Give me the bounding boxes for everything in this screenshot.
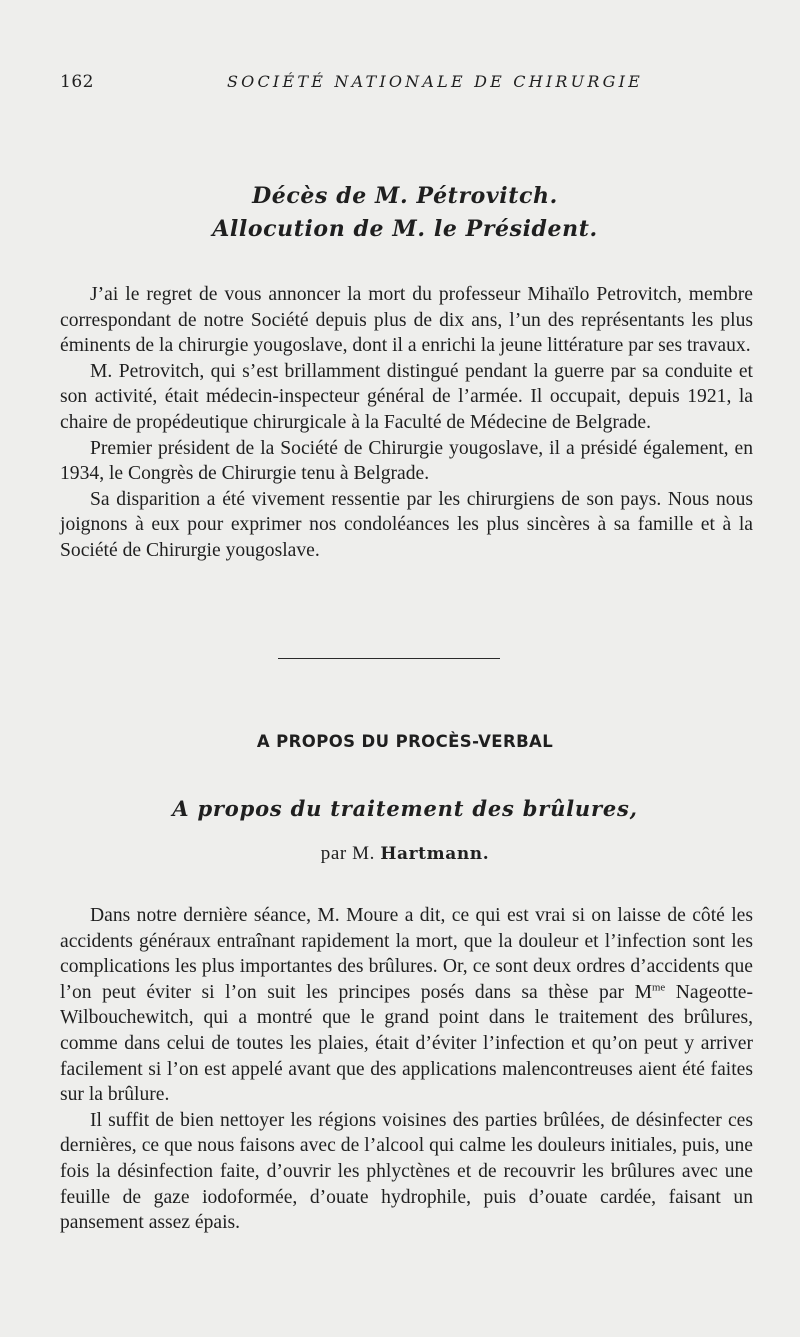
section-heading: A PROPOS DU PROCÈS-VERBAL: [256, 732, 554, 751]
paragraph-text: Dans notre dernière séance, M. Moure a dit, ce qui est vrai si on laisse de côté les accidents généraux entraînant rapidement la mort, que la douleur et l’infection sont les complications les plus importantes des brûlures. Or, ce sont deux ordres d’accidents que l’on peut éviter si l’on suit les principes posés dans sa thèse par M: [60, 905, 753, 1003]
paragraph: M. Petrovitch, qui s’est brillamment distingué pendant la guerre par sa conduite et son activité, était médecin-inspecteur général de l’armée. Il occupait, depuis 1921, la chaire de propédeutique chirurgicale à la Faculté de Médecine de Belgrade.: [60, 360, 753, 433]
obituary-body: [60, 282, 753, 564]
paragraph: [60, 903, 753, 1108]
section-divider: [278, 658, 500, 659]
running-head: [60, 72, 750, 96]
byline-prefix: par M.: [320, 843, 375, 864]
paragraph: Premier président de la Société de Chirurgie yougoslave, il a présidé également, en 1934, le Congrès de Chirurgie tenu à Belgrade.: [60, 437, 753, 485]
obituary-title: [60, 180, 750, 246]
superscript: me: [652, 981, 666, 994]
article-body: [60, 903, 753, 1236]
page-number: 162: [60, 72, 94, 92]
author-name: Hartmann.: [380, 844, 490, 864]
byline: [60, 843, 750, 865]
obituary-title-line-2: Allocution de M. le Président.: [212, 216, 598, 242]
obituary-title-line-1: Décès de M. Pétrovitch.: [252, 183, 558, 209]
paragraph: J’ai le regret de vous annoncer la mort du professeur Mihaïlo Petrovitch, membre correspondant de notre Société depuis plus de dix ans, l’un des représentants les plus éminents de la chirurgie yougoslave, dont il a enrichi la jeune littérature par ses travaux.: [60, 284, 753, 357]
paragraph: Il suffit de bien nettoyer les régions voisines des parties brûlées, de désinfecter ces dernières, ce que nous faisons avec de l’alcool qui calme les douleurs initiales, puis, une fois la désinfection faite, d’ouvrir les phlyctènes et de recouvrir les brûlures avec une feuille de gaze iodoformée, d’ouate hydrophile, puis d’ouate cardée, faisant un pansement assez épais.: [60, 1109, 753, 1234]
journal-title: SOCIÉTÉ NATIONALE DE CHIRURGIE: [227, 72, 643, 91]
paragraph-text: Nageotte-Wilbouchewitch, qui a montré que le grand point dans le traitement des brûlures, comme dans celui de toutes les plaies, était d’éviter l’infection et qu’on peut y arriver facilement si l’on est appelé avant que des applications malencontreuses aient été faites sur la brûlure.: [60, 981, 753, 1106]
article-title: A propos du traitement des brûlures,: [172, 796, 638, 821]
paragraph: Sa disparition a été vivement ressentie par les chirurgiens de son pays. Nous nous joignons à eux pour exprimer nos condoléances les plus sincères à sa famille et à la Société de Chirurgie yougoslave.: [60, 488, 753, 561]
